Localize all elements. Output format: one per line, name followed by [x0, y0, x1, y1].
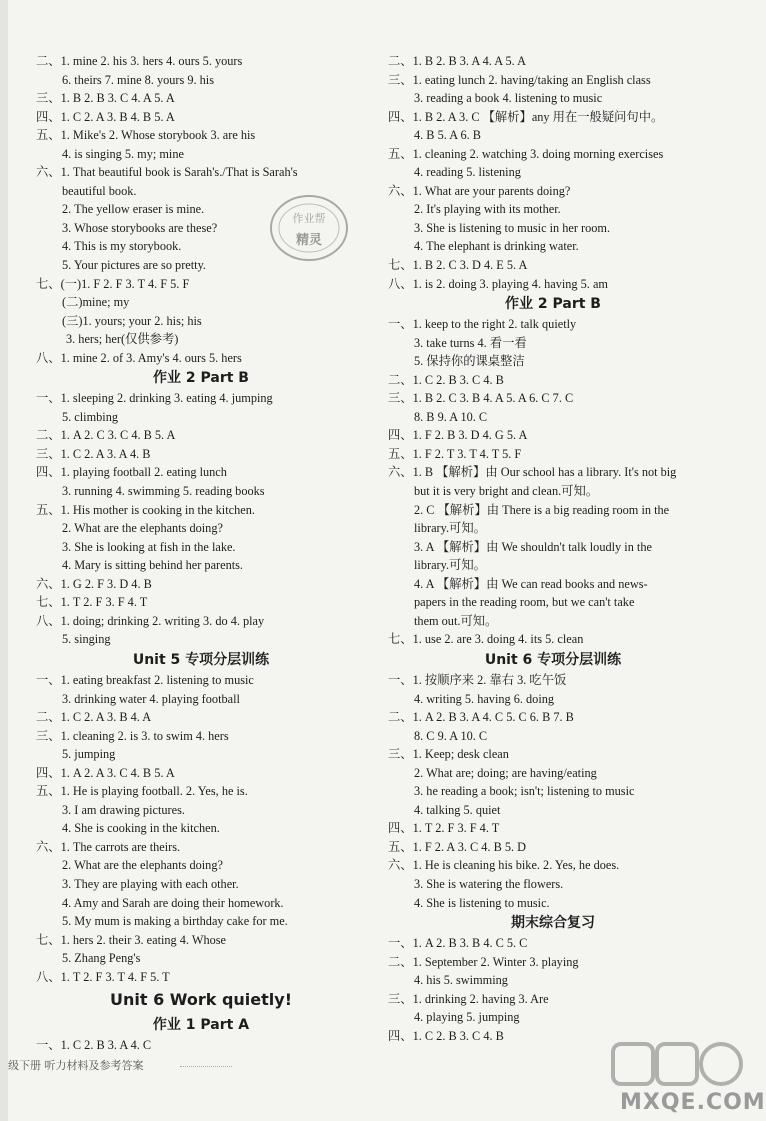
answer-line: 七、(一)1. F 2. F 3. T 4. F 5. F [36, 276, 190, 291]
answer-line: 二、1. A 2. B 3. A 4. C 5. C 6. B 7. B [388, 710, 574, 725]
answer-line: 3. She is listening to music in her room. [414, 220, 611, 235]
answer-line: 五、1. F 2. A 3. C 4. B 5. D [388, 839, 527, 854]
page-footer: 级下册 听力材料及参考答案 [8, 1059, 144, 1072]
answer-line: 3. She is looking at fish in the lake. [62, 539, 236, 554]
answer-line: 一、1. sleeping 2. drinking 3. eating 4. jumping [36, 391, 273, 406]
answer-line: beautiful book. [62, 183, 137, 198]
answer-line: 3. They are playing with each other. [62, 876, 239, 891]
answer-line: 3. She is watering the flowers. [414, 876, 564, 891]
answer-line: 2. What are; doing; are having/eating [414, 765, 597, 780]
answer-line: 3. I am drawing pictures. [62, 802, 185, 817]
answer-line: 3. Whose storybooks are these? [62, 220, 218, 235]
answer-line: 一、1. 按顺序来 2. 靠右 3. 吃午饭 [388, 672, 567, 687]
answer-line: 三、1. drinking 2. having 3. Are [388, 991, 549, 1006]
answer-line: 三、1. C 2. A 3. A 4. B [36, 446, 151, 461]
answer-line: 六、1. B 【解析】由 Our school has a library. It's not big [388, 465, 677, 480]
answer-line: 5. Your pictures are so pretty. [62, 258, 207, 273]
section-heading: 作业 2 Part B [505, 296, 601, 313]
answer-line: 4. reading 5. listening [414, 165, 521, 180]
answer-line: 二、1. A 2. C 3. C 4. B 5. A [36, 428, 176, 443]
answer-line: 2. The yellow eraser is mine. [62, 202, 205, 217]
footer-divider [180, 1066, 232, 1067]
answer-line: 二、1. C 2. B 3. C 4. B [388, 372, 504, 387]
answer-line: 四、1. B 2. A 3. C 【解析】any 用在一般疑问句中。 [388, 109, 664, 124]
answer-line: 三、1. Keep; desk clean [388, 747, 509, 762]
answer-line: 5. 保持你的课桌整洁 [414, 354, 525, 369]
answer-line: 3. A 【解析】由 We shouldn't talk loudly in the [414, 539, 652, 554]
section-heading: 期末综合复习 [511, 915, 595, 932]
answer-line: 5. singing [62, 632, 111, 647]
answer-line: 一、1. eating breakfast 2. listening to music [36, 672, 254, 687]
answer-line: 4. Mary is sitting behind her parents. [62, 558, 244, 573]
answer-line: 五、1. cleaning 2. watching 3. doing morning exercises [388, 146, 664, 161]
svg-text:精灵: 精灵 [295, 233, 323, 248]
answer-line: 4. writing 5. having 6. doing [414, 691, 555, 706]
answer-line: library.可知。 [414, 558, 486, 573]
stamp-text: 作业帮 [292, 212, 326, 225]
answer-line: 4. talking 5. quiet [414, 802, 501, 817]
page-edge-shadow [0, 0, 8, 1121]
answer-line: 二、1. September 2. Winter 3. playing [388, 954, 579, 969]
answer-line: 一、1. keep to the right 2. talk quietly [388, 317, 577, 332]
answer-line: 6. theirs 7. mine 8. yours 9. his [62, 72, 214, 87]
answer-line: 4. Amy and Sarah are doing their homework. [62, 895, 284, 910]
section-heading: Unit 6 专项分层训练 [484, 651, 622, 668]
answer-line: 八、1. is 2. doing 3. playing 4. having 5. am [388, 276, 608, 291]
answer-line: 五、1. He is playing football. 2. Yes, he is. [36, 784, 248, 799]
answer-line: them out.可知。 [414, 613, 498, 628]
answer-line: 三、1. eating lunch 2. having/taking an English class [388, 72, 651, 87]
answer-line: 二、1. B 2. B 3. A 4. A 5. A [388, 54, 527, 68]
section-heading: 作业 1 Part A [152, 1017, 250, 1034]
answer-line: 2. What are the elephants doing? [62, 858, 223, 873]
answer-line: 4. This is my storybook. [62, 239, 182, 254]
answer-line: (二)mine; my [62, 295, 130, 310]
answer-line: 四、1. C 2. B 3. C 4. B [388, 1028, 504, 1043]
answer-line: 3. drinking water 4. playing football [62, 691, 240, 706]
answer-line: 8. C 9. A 10. C [414, 728, 488, 743]
watermark-text: MXQE.COM [620, 1090, 766, 1115]
answer-line: 一、1. C 2. B 3. A 4. C [36, 1038, 152, 1053]
answer-line: 七、1. B 2. C 3. D 4. E 5. A [388, 258, 528, 273]
answer-line: 3. hers; her(仅供参考) [66, 332, 179, 347]
answer-line: 四、1. T 2. F 3. F 4. T [388, 821, 500, 836]
answer-line: 2. C 【解析】由 There is a big reading room in the [414, 502, 670, 517]
answer-line: 五、1. Mike's 2. Whose storybook 3. are his [36, 128, 256, 143]
answer-line: 5. climbing [62, 409, 119, 424]
answer-line: 八、1. doing; drinking 2. writing 3. do 4. play [36, 613, 265, 628]
answer-line: 4. She is cooking in the kitchen. [62, 821, 220, 836]
right-answer-column [388, 52, 718, 1045]
answer-line: 一、1. A 2. B 3. B 4. C 5. C [388, 936, 528, 951]
section-heading: Unit 5 专项分层训练 [132, 651, 270, 668]
answer-line: 3. take turns 4. 看一看 [414, 335, 527, 350]
answer-line: 3. he reading a book; isn't; listening to music [414, 784, 635, 799]
answer-line: 2. It's playing with its mother. [414, 202, 561, 217]
answer-line: 4. She is listening to music. [414, 895, 550, 910]
answer-line: 七、1. use 2. are 3. doing 4. its 5. clean [388, 632, 584, 647]
answer-line: 4. The elephant is drinking water. [414, 239, 579, 254]
answer-line: 二、1. mine 2. his 3. hers 4. ours 5. yours [36, 54, 243, 68]
answer-line: 六、1. That beautiful book is Sarah's./That is Sarah's [36, 165, 298, 180]
answer-line: (三)1. yours; your 2. his; his [62, 313, 202, 328]
stamp-seal [268, 192, 350, 264]
answer-line: but it is very bright and clean.可知。 [414, 484, 599, 499]
answer-line: 七、1. hers 2. their 3. eating 4. Whose [36, 932, 226, 947]
answer-line: 二、1. C 2. A 3. B 4. A [36, 710, 152, 725]
answer-line: 三、1. cleaning 2. is 3. to swim 4. hers [36, 728, 229, 743]
answer-line: 四、1. C 2. A 3. B 4. B 5. A [36, 109, 175, 124]
answer-line: 五、1. F 2. T 3. T 4. T 5. F [388, 446, 522, 461]
answer-line: 八、1. T 2. F 3. T 4. F 5. T [36, 969, 170, 984]
answer-line: 2. What are the elephants doing? [62, 521, 223, 536]
answer-line: 五、1. His mother is cooking in the kitchen. [36, 502, 255, 517]
answer-line: 四、1. F 2. B 3. D 4. G 5. A [388, 428, 528, 443]
answer-line: 七、1. T 2. F 3. F 4. T [36, 595, 148, 610]
answer-line: 六、1. G 2. F 3. D 4. B [36, 576, 152, 591]
section-heading: Unit 6 Work quietly! [110, 990, 292, 1010]
section-heading: 作业 2 Part B [153, 370, 249, 387]
answer-line: 四、1. A 2. A 3. C 4. B 5. A [36, 765, 175, 780]
answer-line: 三、1. B 2. C 3. B 4. A 5. A 6. C 7. C [388, 391, 574, 406]
answer-line: library.可知。 [414, 521, 486, 536]
answer-line: 4. is singing 5. my; mine [62, 146, 184, 161]
answer-line: 3. reading a book 4. listening to music [414, 91, 603, 106]
answer-line: 4. B 5. A 6. B [414, 128, 481, 143]
answer-line: 六、1. What are your parents doing? [388, 183, 571, 198]
answer-line: 3. running 4. swimming 5. reading books [62, 484, 265, 499]
answer-line: 三、1. B 2. B 3. C 4. A 5. A [36, 91, 175, 106]
answer-line: 六、1. The carrots are theirs. [36, 839, 181, 854]
answer-line: 4. his 5. swimming [414, 973, 508, 988]
answer-line: 5. jumping [62, 747, 116, 762]
answer-line: papers in the reading room, but we can't take [414, 595, 635, 610]
answer-line: 四、1. playing football 2. eating lunch [36, 465, 227, 480]
answer-line: 4. A 【解析】由 We can read books and news- [414, 576, 648, 591]
answer-line: 5. My mum is making a birthday cake for me. [62, 914, 288, 929]
answer-line: 8. B 9. A 10. C [414, 409, 488, 424]
answer-line: 八、1. mine 2. of 3. Amy's 4. ours 5. hers [36, 350, 242, 365]
answer-line: 4. playing 5. jumping [414, 1010, 520, 1025]
answer-line: 5. Zhang Peng's [62, 951, 141, 966]
answer-line: 六、1. He is cleaning his bike. 2. Yes, he does. [388, 858, 620, 873]
